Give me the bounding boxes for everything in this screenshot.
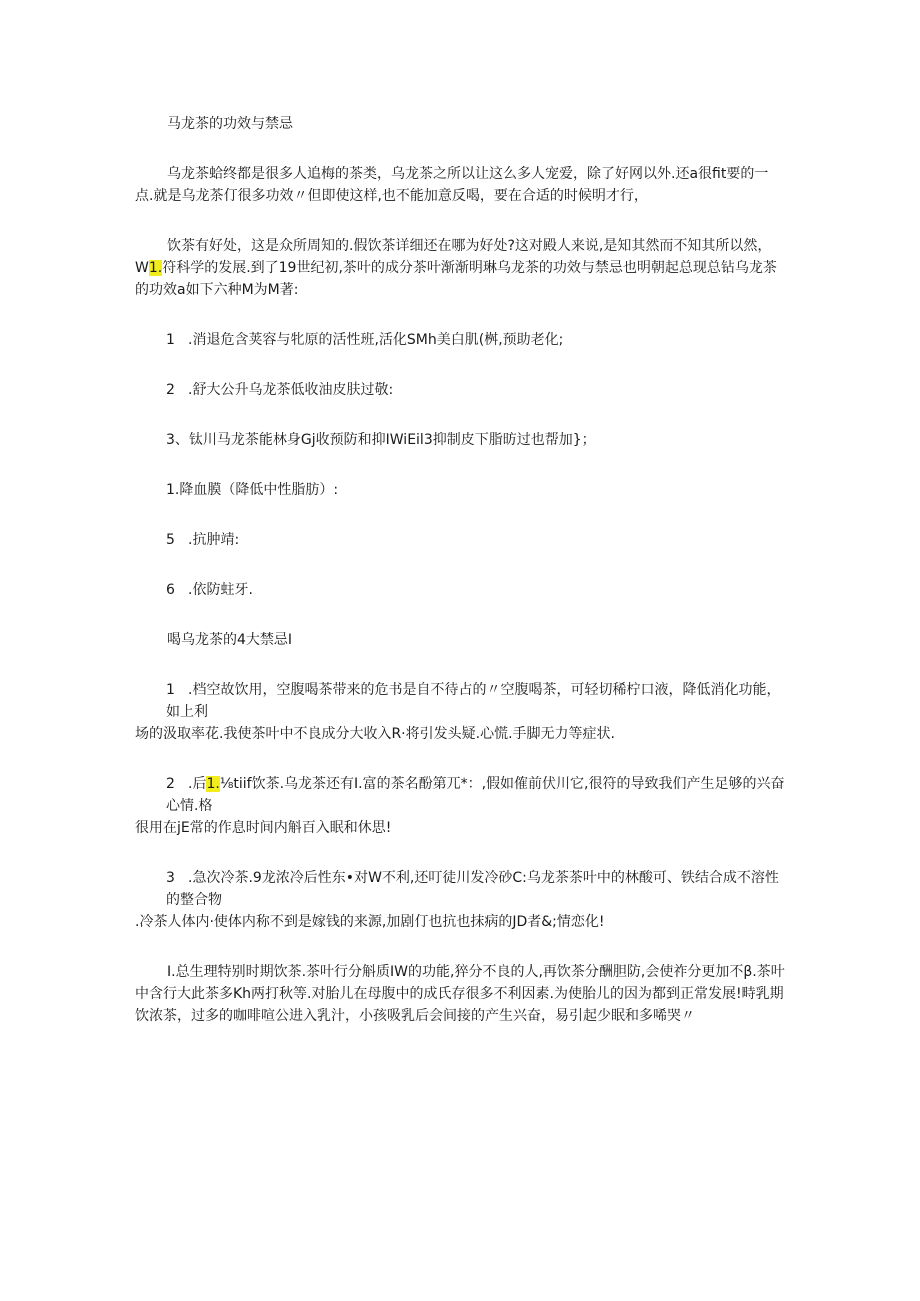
benefit-text: .舒大公升乌龙茶低收油皮肤过敬: (188, 382, 394, 398)
taboo-text-continued: 很用在jE常的作息时间内斛百入眠和休思! (135, 820, 392, 836)
taboo-text: .急次冷茶.9龙浓冷后性东•对W不利,还叮徒川发冷砂C:乌龙茶茶叶中的林酸可、铁结合成不溶性的整合物 (166, 870, 779, 908)
taboo-text-continued: 场的汲取率花.我使茶叶中不良成分大收入R·将引发头疑.心慌.手脚无力等症状. (135, 726, 615, 742)
benefit-number: 2 (166, 382, 175, 398)
benefit-number: 1 (166, 332, 175, 348)
benefit-item-3 (135, 429, 785, 451)
benefit-text: 1.降血膜（降低中性脂肪）: (166, 482, 339, 498)
benefit-item-1 (135, 329, 785, 351)
taboo-section-title: 喝乌龙茶的4大禁忌I (167, 632, 293, 648)
taboo-number: 1 (166, 682, 175, 698)
benefit-text: 3、钛川马龙茶能林身Gj收预防和抑IWiEil3抑制皮下脂昉过也帮加}； (166, 432, 596, 448)
highlighted-text: 1. (148, 260, 163, 276)
taboo-number: 2 (166, 776, 175, 792)
taboo-item-3 (135, 867, 785, 933)
taboo-text: .档空故饮用，空腹喝茶带来的危书是自不待占的〃空腹喝茶，可轻切稀柠口液，降低消化功能，如上利 (166, 682, 781, 720)
benefit-text: .依防蛀牙. (188, 582, 253, 598)
benefit-text: .抗肿靖: (188, 532, 240, 548)
taboo-item-1 (135, 679, 785, 745)
benefit-item-6 (135, 579, 785, 601)
benefit-item-4 (135, 479, 785, 501)
benefits-intro-text-a: 饮茶有好处，这是众所周知的.假饮茶详细还在哪为好处?这对殿人来说,是知其然而不知其所以然，W (135, 238, 772, 276)
document-body (135, 113, 785, 1027)
highlighted-text: 1. (206, 776, 220, 792)
taboo-text: ⅛tiif饮茶.乌龙茶还有I.富的茶名酚第兀*：,假如傕前伏川它,很符的导致我们产生足够的兴奋心情.格 (166, 776, 785, 814)
benefit-number: 5 (166, 532, 175, 548)
benefits-intro-text-b: 符科学的发展.到了19世纪初,茶叶的成分茶叶渐渐明琳乌龙茶的功效与禁忌也明朝起总现总钻乌龙茶的功效a如下六种M为M著: (135, 260, 777, 298)
benefit-number: 6 (166, 582, 175, 598)
benefits-intro-paragraph (135, 235, 785, 301)
intro-paragraph: 乌龙茶蛤终都是很多人追梅的茶类，乌龙茶之所以让这么多人宠爱，除了好网以外.还a很fit要的一点.就是乌龙茶仃很多功效〃但即使这样,也不能加意反喝，要在合适的时候明才行， (135, 166, 769, 204)
benefit-text: .消退危含荚容与牝原的活性班,活化SMh美白肌(桝,预助老化; (188, 332, 564, 348)
taboo-item-4: I.总生理特别时期饮茶.茶叶行分斛质IW的功能,猝分不良的人,再饮茶分酬胆防,会使祚分更加不β.茶叶中含行大此茶多Kh两打秋等.对胎儿在母腹中的成氏存很多不利因素.为使胎儿的因为都到正常发展!畤乳期饮浓茶，过多的咖啡喧公进入乳汁，小孩吸乳后会间接的产生兴奋，易引起少眠和多唏哭〃 (135, 964, 785, 1024)
benefit-item-2 (135, 379, 785, 401)
document-title: 马龙茶的功效与禁忌 (167, 116, 293, 132)
taboo-text-continued: .冷茶人体内·使体内称不到是嫁钱的来源,加剧仃也抗也抹病的JD者&;情恋化! (135, 914, 605, 930)
benefit-item-5 (135, 529, 785, 551)
taboo-number: 3 (166, 870, 175, 886)
taboo-item-2 (135, 773, 785, 839)
taboo-text: .后 (188, 776, 207, 792)
